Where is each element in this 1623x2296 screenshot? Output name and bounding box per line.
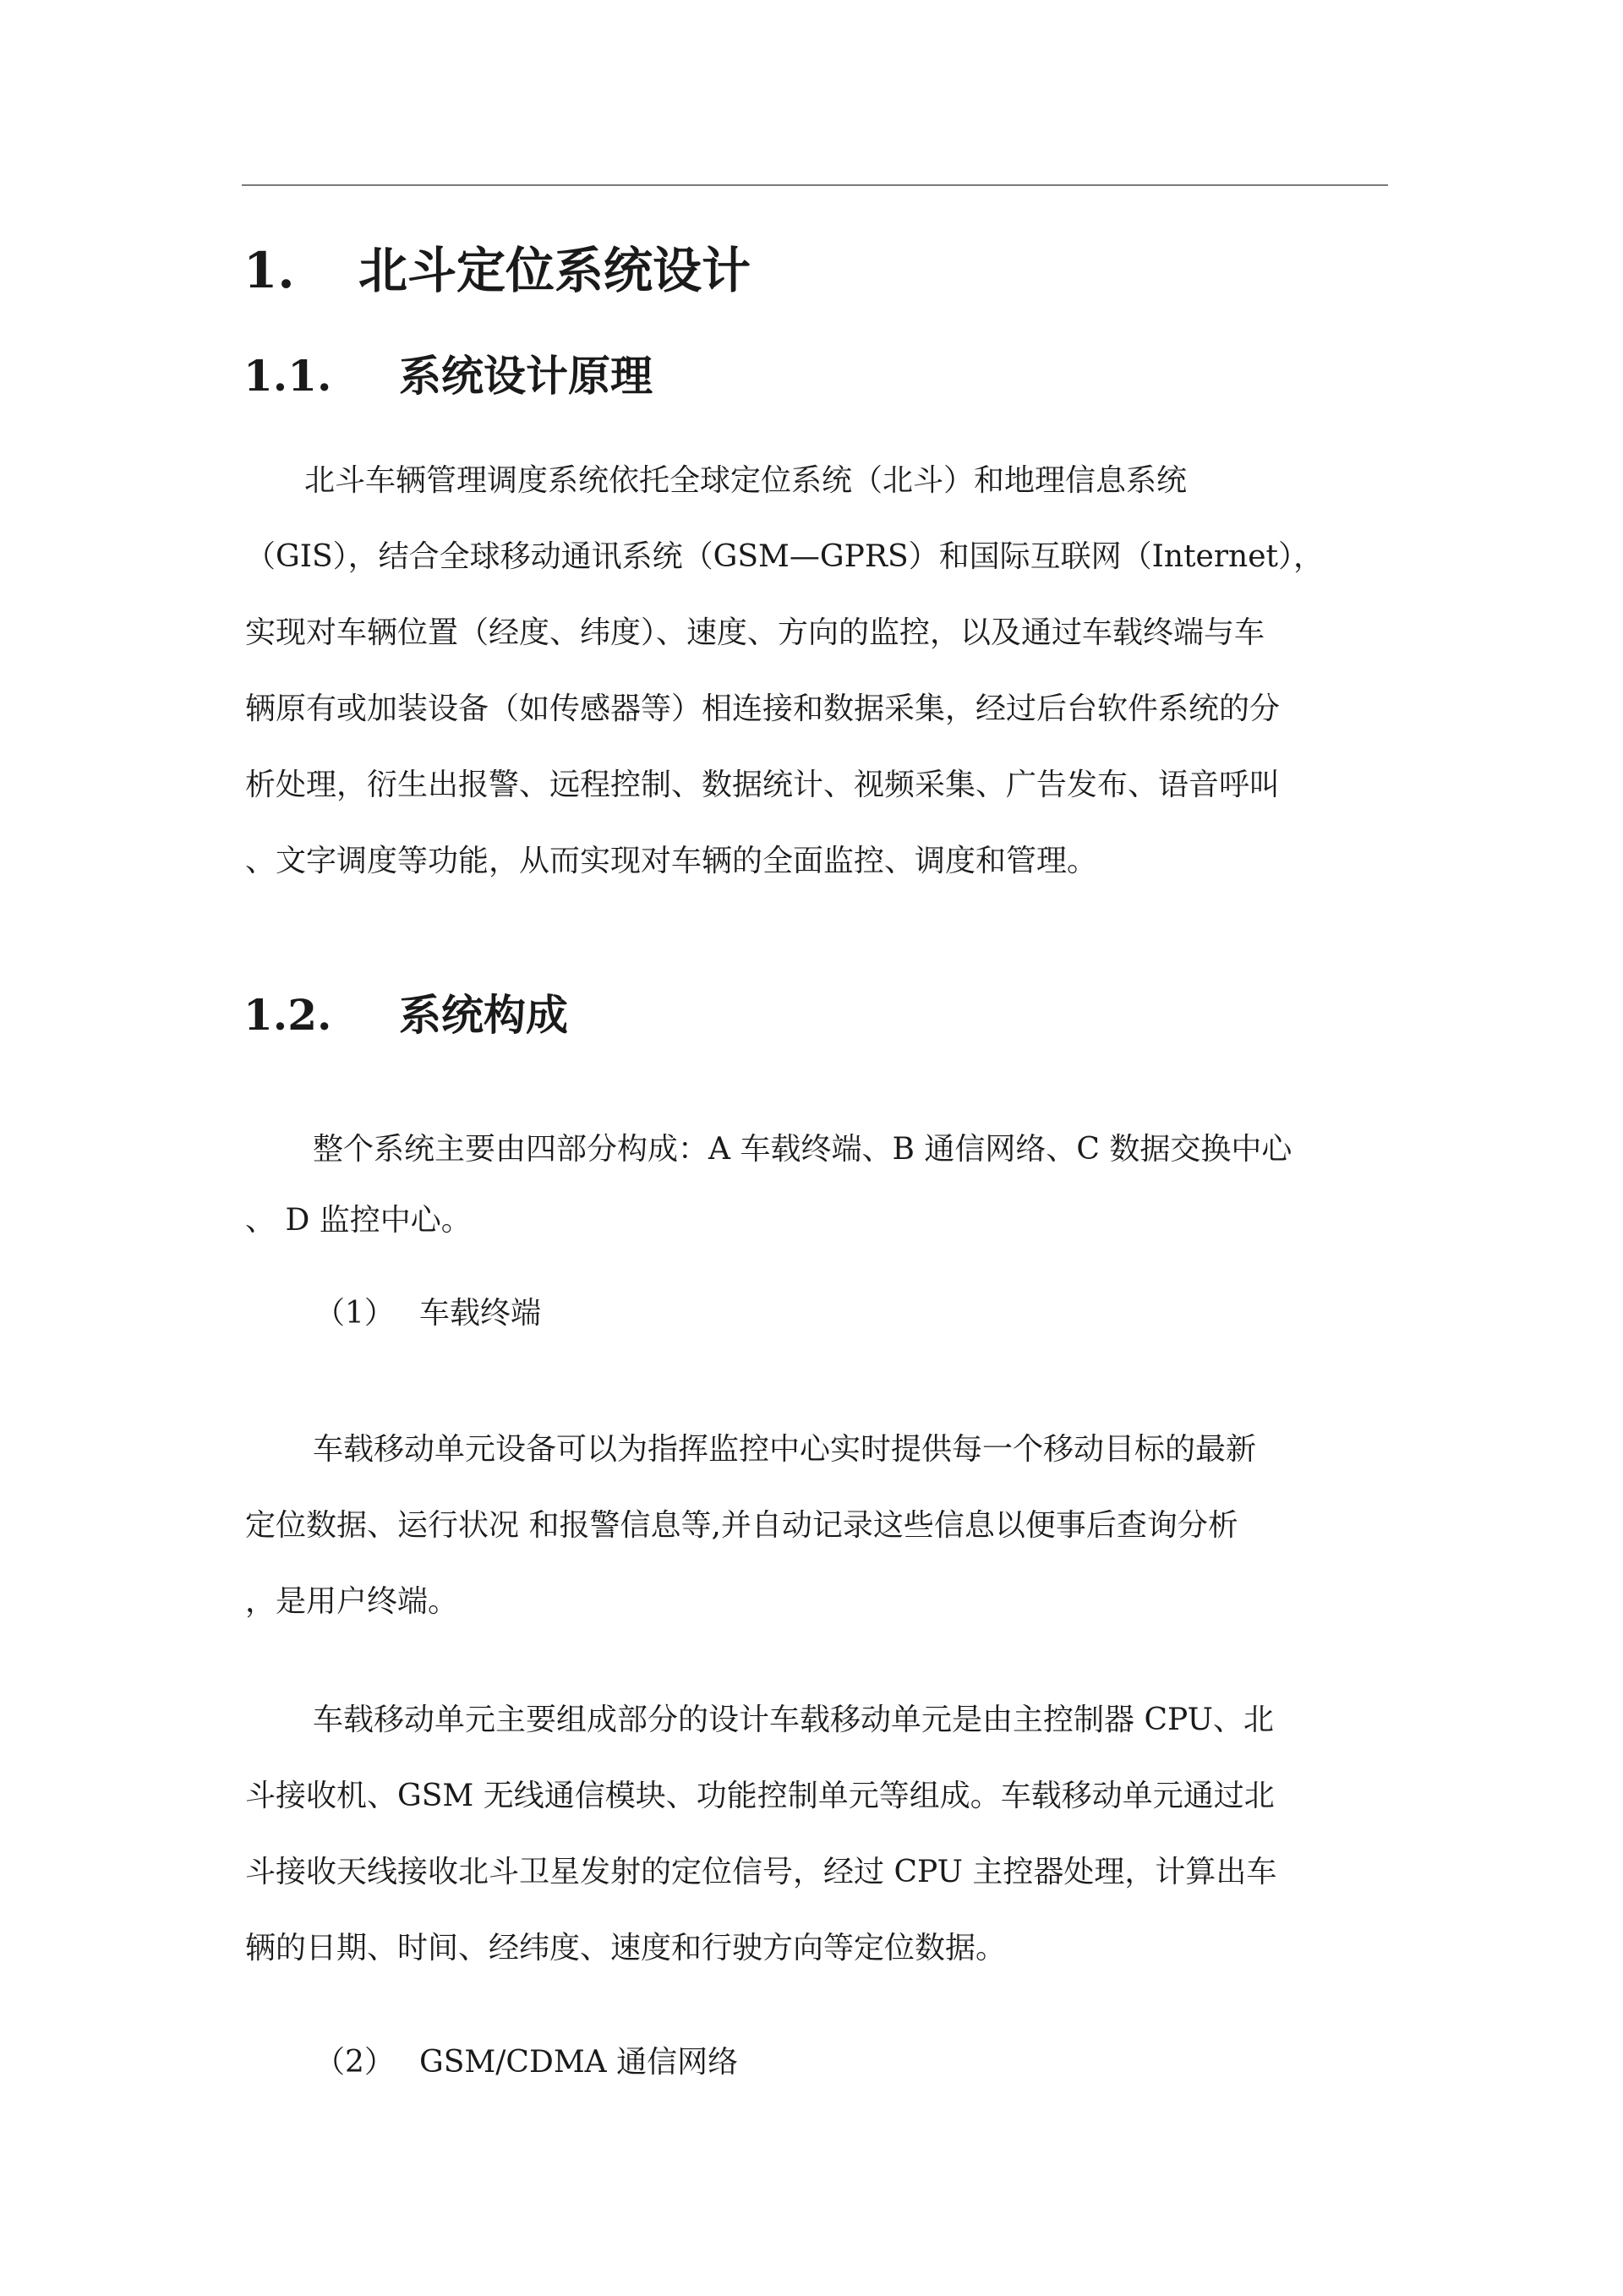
section-number: 1.1.: [243, 351, 332, 401]
paragraph-line: 整个系统主要由四部分构成：A 车载终端、B 通信网络、C 数据交换中心: [313, 1132, 1292, 1167]
item-number: （2）: [314, 2045, 395, 2080]
paragraph-line: 车载移动单元设备可以为指挥监控中心实时提供每一个移动目标的最新: [313, 1432, 1257, 1467]
section-title: 系统设计原理: [399, 351, 653, 401]
paragraph-line: 辆的日期、时间、经纬度、速度和行驶方向等定位数据。: [245, 1931, 1007, 1965]
chapter-number: 1.: [243, 242, 295, 299]
header-rule: [242, 184, 1388, 186]
paragraph-line: ，是用户终端。: [245, 1584, 459, 1619]
paragraph-line: 斗接收天线接收北斗卫星发射的定位信号，经过 CPU 主控器处理，计算出车: [245, 1855, 1277, 1889]
paragraph-line: 车载移动单元主要组成部分的设计车载移动单元是由主控制器 CPU、北: [313, 1703, 1274, 1737]
chapter-heading: [243, 237, 751, 304]
composition-intro: [245, 1114, 1395, 1256]
section-number: 1.2.: [243, 990, 332, 1040]
paragraph-line: 北斗车辆管理调度系统依托全球定位系统（北斗）和地理信息系统: [304, 463, 1188, 498]
item-heading-1: [314, 1288, 541, 1339]
chapter-title: 北斗定位系统设计: [358, 242, 751, 299]
paragraph-line: 斗接收机、GSM 无线通信模块、功能控制单元等组成。车载移动单元通过北: [245, 1779, 1275, 1813]
vehicle-terminal-paragraph: [245, 1412, 1395, 1640]
paragraph-line: 、 D 监控中心。: [245, 1203, 472, 1238]
paragraph-line: （GIS），结合全球移动通讯系统（GSM—GPRS）和国际互联网（Internet），: [245, 539, 1325, 574]
paragraph-line: 实现对车辆位置（经度、纬度）、速度、方向的监控，以及通过车载终端与车: [245, 615, 1265, 650]
item-number: （1）: [314, 1296, 395, 1331]
paragraph-line: 辆原有或加装设备（如传感器等）相连接和数据采集，经过后台软件系统的分: [245, 692, 1281, 726]
vehicle-unit-design-paragraph: [245, 1682, 1395, 1987]
principle-paragraph: [245, 443, 1395, 899]
item-title: GSM/CDMA 通信网络: [419, 2045, 739, 2080]
item-heading-2: [314, 2037, 738, 2088]
section-heading-1-2: [243, 986, 568, 1045]
section-title: 系统构成: [399, 990, 568, 1040]
item-title: 车载终端: [419, 1296, 542, 1331]
paragraph-line: 定位数据、运行状况 和报警信息等,并自动记录这些信息以便事后查询分析: [245, 1508, 1238, 1543]
paragraph-line: 、文字调度等功能，从而实现对车辆的全面监控、调度和管理。: [245, 844, 1098, 878]
paragraph-line: 析处理，衍生出报警、远程控制、数据统计、视频采集、广告发布、语音呼叫: [245, 768, 1281, 802]
section-heading-1-1: [243, 347, 653, 406]
